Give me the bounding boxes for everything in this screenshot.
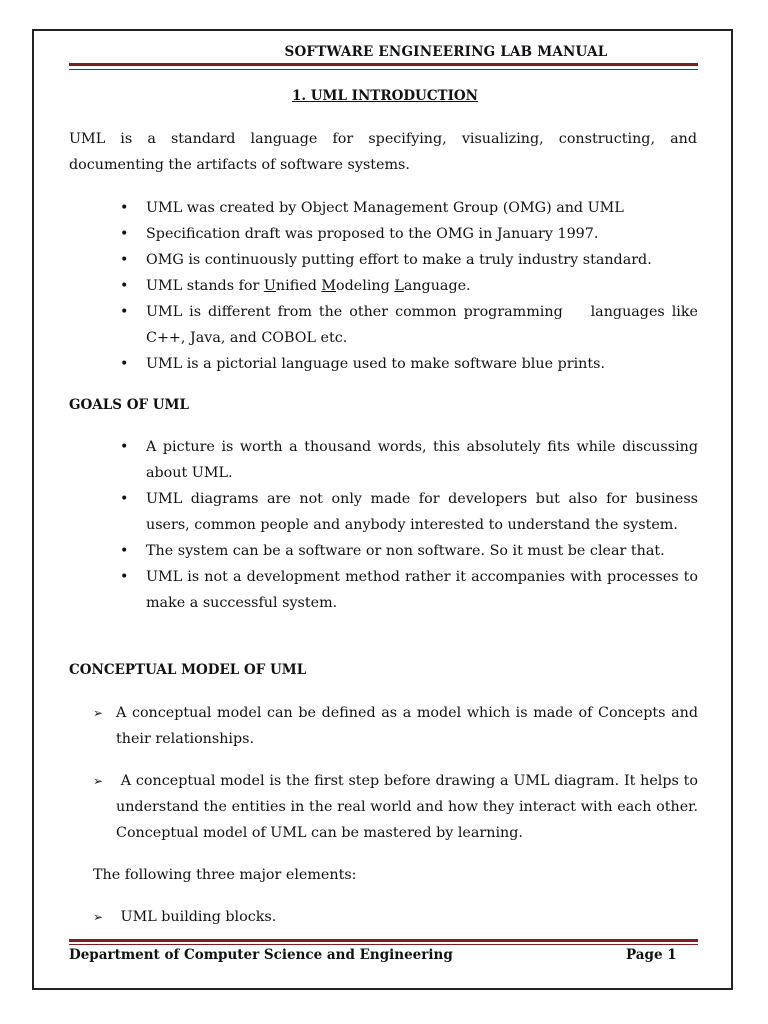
conceptual-item-1: ➢ A conceptual model can be defined as a model which is made of Concepts and their relationships. [93,700,698,752]
bullet-icon: • [120,439,129,455]
arrow-bullet-icon: ➢ [93,706,104,720]
arrow-bullet-icon: ➢ [93,774,104,788]
list-item: • UML diagrams are not only made for developers but also for business users, common people and anybody interested to understand the system. [120,486,698,538]
section-title: 1. UML INTRODUCTION [291,88,479,104]
conceptual-item-2: ➢ A conceptual model is the first step before drawing a UML diagram. It helps to understand the entities in the real world and how they interact with each other. Conceptual model of UML can be mastered by learning. [93,768,698,846]
bullet-icon: • [120,304,129,320]
bullet-icon: • [120,356,129,372]
goals-heading: GOALS OF UML [69,397,189,413]
bullet-icon: • [120,569,129,585]
arrow-bullet-icon: ➢ [93,910,104,924]
bullet-icon: • [120,278,129,294]
list-item-uml-acronym: • UML stands for Unified Modeling Language. [120,273,698,299]
building-blocks-item: ➢ UML building blocks. [93,904,698,930]
bullet-icon: • [120,200,129,216]
list-item: • UML is different from the other common programming languages like C++, Java, and COBOL etc. [120,299,698,351]
bullet-icon: • [120,252,129,268]
list-item: • UML is not a development method rather it accompanies with processes to make a successful system. [120,564,698,616]
goals-bullet-list [120,434,698,616]
header-rule-thin [69,69,698,70]
conceptual-heading: CONCEPTUAL MODEL OF UML [69,662,307,678]
bullet-icon: • [120,543,129,559]
list-item: • Specification draft was proposed to the OMG in January 1997. [120,221,698,247]
footer-rule-thin [69,944,698,945]
footer-department: Department of Computer Science and Engineering [69,947,453,963]
list-item: • A picture is worth a thousand words, this absolutely fits while discussing about UML. [120,434,698,486]
list-item: • The system can be a software or non software. So it must be clear that. [120,538,698,564]
list-item: • OMG is continuously putting effort to make a truly industry standard. [120,247,698,273]
following-elements-text: The following three major elements: [93,867,357,883]
bullet-icon: • [120,491,129,507]
footer-rule-thick [69,939,698,942]
manual-header-title: SOFTWARE ENGINEERING LAB MANUAL [284,44,608,60]
intro-bullet-list [120,195,703,377]
header-rule-thick [69,63,698,66]
footer-page-number: Page 1 [626,947,677,963]
bullet-icon: • [120,226,129,242]
list-item: • UML is a pictorial language used to make software blue prints. [120,351,698,377]
intro-paragraph: UML is a standard language for specifying, visualizing, constructing, and documenting the artifacts of software systems. [69,131,697,173]
list-item: • UML was created by Object Management Group (OMG) and UML [120,195,698,221]
